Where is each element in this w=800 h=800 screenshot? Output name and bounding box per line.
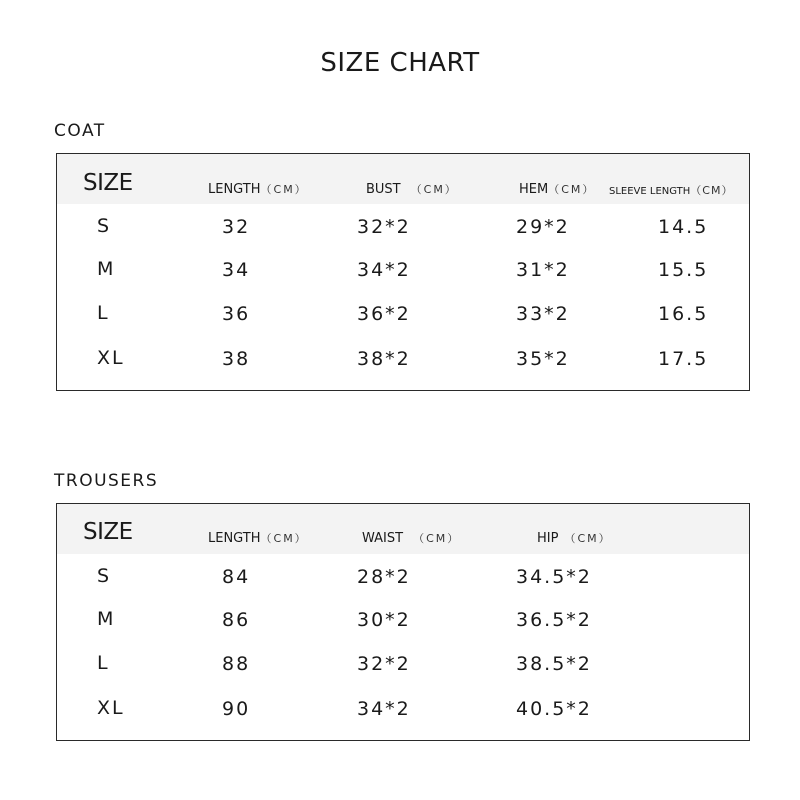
coat-row-l-hem: 33*2 <box>516 303 570 325</box>
trousers-section-label: TROUSERS <box>54 471 159 491</box>
coat-row-l-sleeve: 16.5 <box>658 303 709 325</box>
trousers-col-hip: HIP （CM） <box>537 531 612 546</box>
coat-row-m-sleeve: 15.5 <box>658 259 709 281</box>
trousers-row-m-hip: 36.5*2 <box>516 609 592 631</box>
coat-col-hem: HEM（CM） <box>519 182 596 197</box>
trousers-row-l-hip: 38.5*2 <box>516 653 592 675</box>
coat-row-m-length: 34 <box>222 259 251 281</box>
coat-row-m-size: M <box>97 258 116 280</box>
coat-section-label: COAT <box>54 121 106 141</box>
coat-row-l-size: L <box>97 302 110 324</box>
trousers-row-s-size: S <box>97 565 112 587</box>
coat-row-s-length: 32 <box>222 216 251 238</box>
trousers-row-s-waist: 28*2 <box>357 566 411 588</box>
trousers-row-l-size: L <box>97 652 110 674</box>
coat-row-s-sleeve: 14.5 <box>658 216 709 238</box>
trousers-row-xl-size: XL <box>97 697 125 719</box>
coat-col-length: LENGTH（CM） <box>208 182 308 197</box>
page-title: SIZE CHART <box>320 48 480 78</box>
trousers-row-m-length: 86 <box>222 609 251 631</box>
trousers-row-l-length: 88 <box>222 653 251 675</box>
coat-row-s-hem: 29*2 <box>516 216 570 238</box>
coat-row-l-bust: 36*2 <box>357 303 411 325</box>
trousers-row-xl-length: 90 <box>222 698 251 720</box>
coat-row-l-length: 36 <box>222 303 251 325</box>
trousers-row-l-waist: 32*2 <box>357 653 411 675</box>
coat-header-row <box>57 154 749 204</box>
coat-row-xl-hem: 35*2 <box>516 348 570 370</box>
coat-row-m-hem: 31*2 <box>516 259 570 281</box>
coat-row-xl-size: XL <box>97 347 125 369</box>
trousers-row-s-hip: 34.5*2 <box>516 566 592 588</box>
coat-row-s-bust: 32*2 <box>357 216 411 238</box>
trousers-col-length: LENGTH（CM） <box>208 531 308 546</box>
trousers-row-s-length: 84 <box>222 566 251 588</box>
coat-row-xl-sleeve: 17.5 <box>658 348 709 370</box>
coat-col-sleeve-length: SLEEVE LENGTH（CM） <box>609 184 734 197</box>
trousers-row-m-size: M <box>97 608 116 630</box>
coat-size-table <box>56 153 750 391</box>
trousers-row-xl-hip: 40.5*2 <box>516 698 592 720</box>
trousers-size-table <box>56 503 750 741</box>
trousers-row-m-waist: 30*2 <box>357 609 411 631</box>
trousers-row-xl-waist: 34*2 <box>357 698 411 720</box>
coat-size-header: SIZE <box>83 170 133 196</box>
trousers-size-header: SIZE <box>83 519 133 545</box>
trousers-col-waist: WAIST （CM） <box>362 531 461 546</box>
coat-row-s-size: S <box>97 215 112 237</box>
trousers-header-row <box>57 504 749 554</box>
coat-row-xl-length: 38 <box>222 348 251 370</box>
coat-row-xl-bust: 38*2 <box>357 348 411 370</box>
coat-row-m-bust: 34*2 <box>357 259 411 281</box>
coat-col-bust: BUST （CM） <box>366 182 458 197</box>
